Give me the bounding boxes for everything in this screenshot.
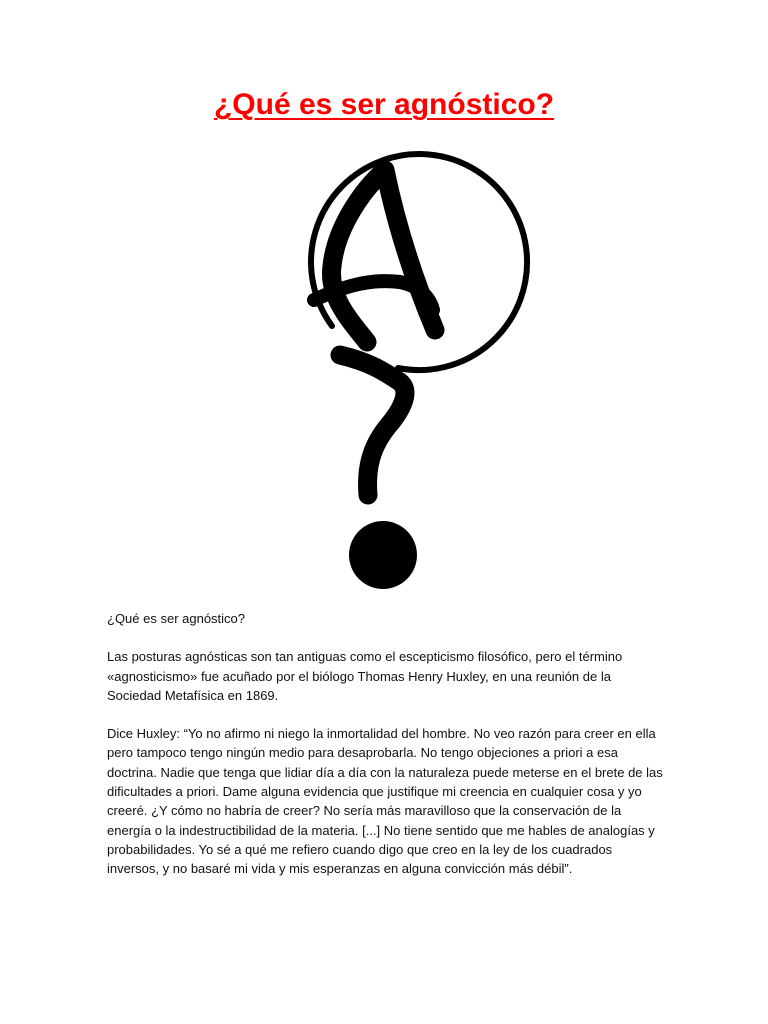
agnostic-question-symbol-icon bbox=[240, 150, 540, 600]
body-paragraph-origin: Las posturas agnósticas son tan antiguas como el escepticismo filosófico, pero el término «agnosticismo» fue acuñado por el biólogo Thomas Henry Huxley, en una reunión de la Sociedad Metafísica en 1869. bbox=[107, 649, 623, 703]
page-title: ¿Qué es ser agnóstico? bbox=[213, 88, 555, 121]
body-paragraph-heading: ¿Qué es ser agnóstico? bbox=[107, 611, 246, 626]
document-body bbox=[107, 609, 667, 898]
body-paragraph-huxley-quote: Dice Huxley: “Yo no afirmo ni niego la inmortalidad del hombre. No veo razón para creer en ella pero tampoco tengo ningún medio para desaprobarla. No tengo objeciones a priori a esa doctrina. Nadie que tenga que lidiar día a día con la naturaleza puede meterse en el brete de las dificultades a priori. Dame alguna evidencia que justifique mi creencia en cualquier cosa y yo creeré. ¿Y cómo no habría de creer? No sería más maravilloso que la conservación de la energía o la indestructibilidad de la materia. [...] No tiene sentido que me hables de analogías y probabilidades. Yo sé a qué me refiero cuando digo que creo en la ley de los cuadrados inversos, y no basaré mi vida y mis esperanzas en alguna convicción más débil”. bbox=[107, 726, 663, 877]
